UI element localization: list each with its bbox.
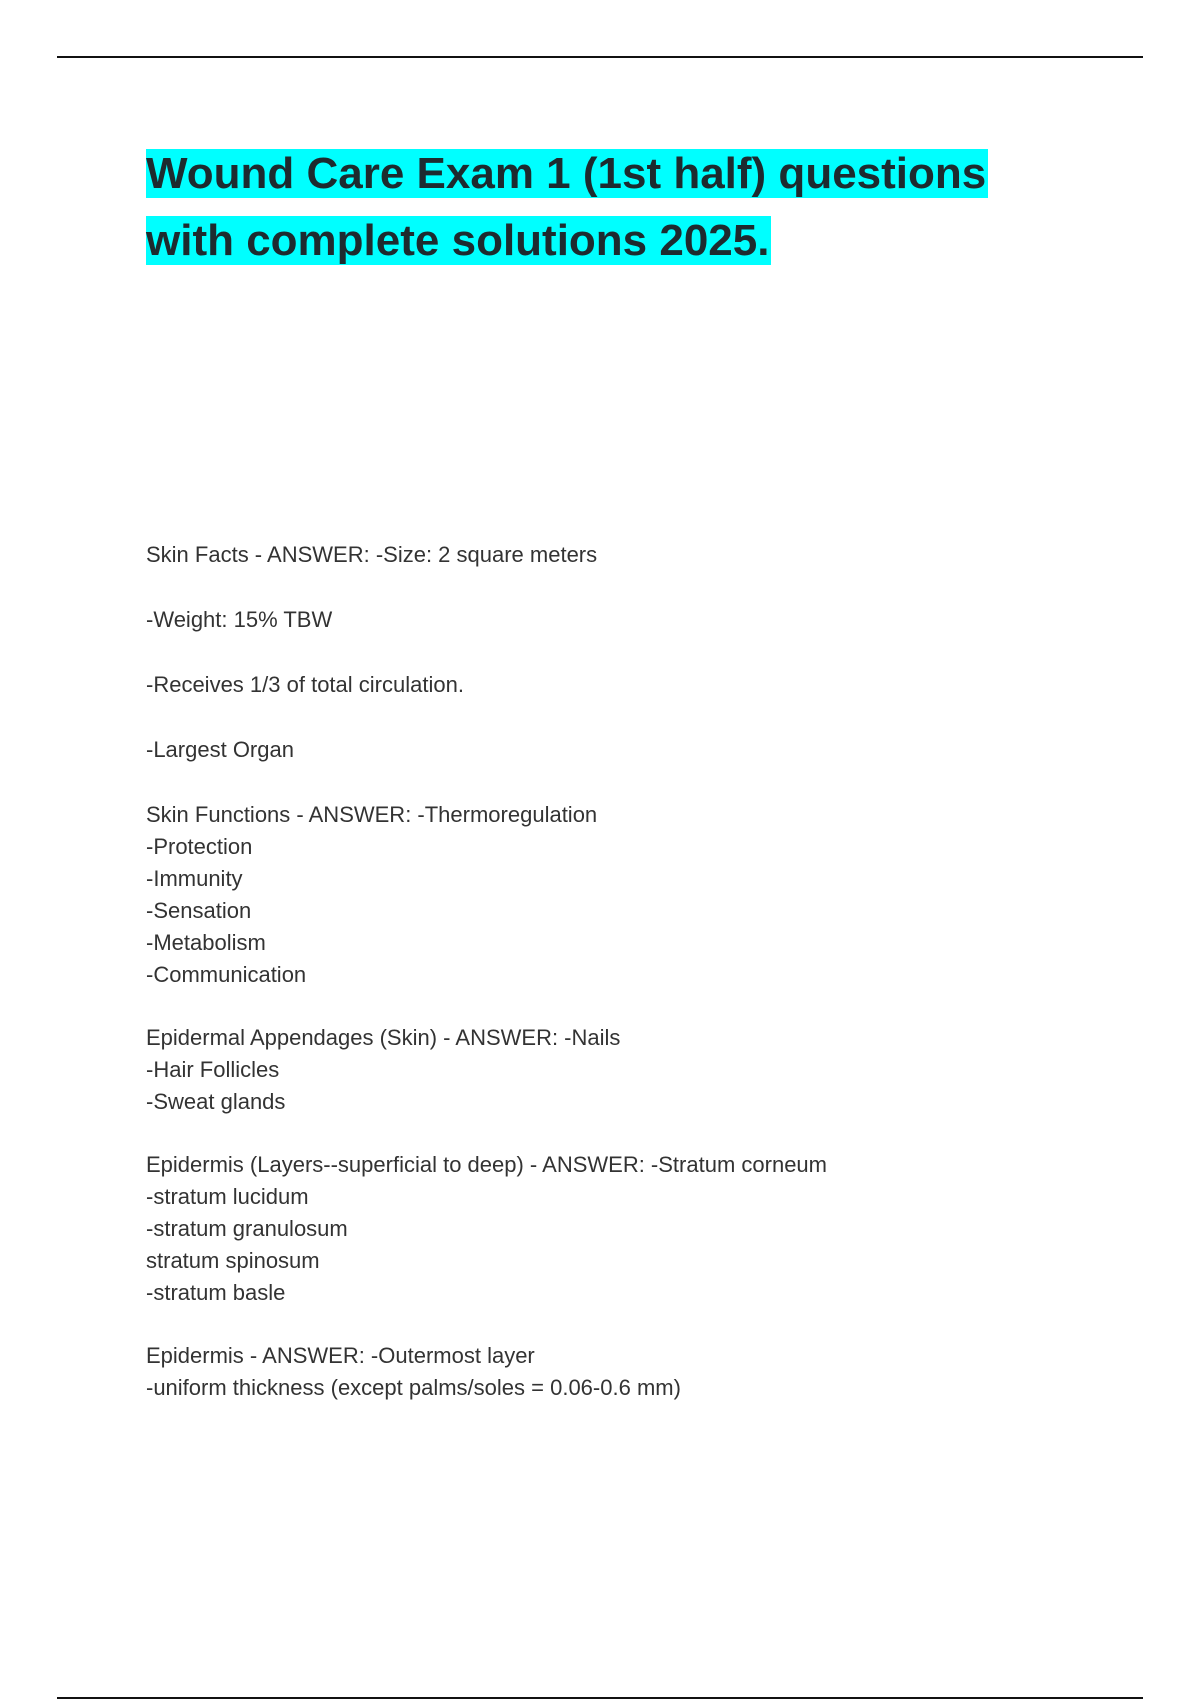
answer-line: -Protection	[146, 834, 253, 859]
epidermis-block	[146, 1340, 1106, 1404]
skin-facts-organ: -Largest Organ	[146, 737, 294, 762]
answer-line: -stratum granulosum	[146, 1216, 348, 1241]
answer-line: -stratum basle	[146, 1280, 286, 1305]
skin-facts-circulation: -Receives 1/3 of total circulation.	[146, 672, 464, 697]
epidermal-appendages-block	[146, 1022, 1106, 1118]
skin-functions-question: Skin Functions - ANSWER: -Thermoregulation	[146, 802, 598, 827]
skin-facts-question: Skin Facts - ANSWER: -Size: 2 square meters	[146, 542, 598, 567]
answer-line: -Communication	[146, 962, 307, 987]
answer-line: -Sweat glands	[146, 1089, 286, 1114]
answer-line: -Hair Follicles	[146, 1057, 280, 1082]
epidermis-layers-block	[146, 1149, 1106, 1309]
document-body	[146, 539, 1106, 1435]
answer-line: -uniform thickness (except palms/soles = 0.06-0.6 mm)	[146, 1375, 681, 1400]
epidermis-layers-question: Epidermis (Layers--superficial to deep) - ANSWER: -Stratum corneum	[146, 1152, 827, 1177]
epidermal-appendages-question: Epidermal Appendages (Skin) - ANSWER: -Nails	[146, 1025, 621, 1050]
epidermis-question: Epidermis - ANSWER: -Outermost layer	[146, 1343, 535, 1368]
document-title-text: Wound Care Exam 1 (1st half) questions with complete solutions 2025.	[146, 149, 987, 265]
answer-line: -Metabolism	[146, 930, 266, 955]
header-rule	[57, 56, 1143, 58]
document-title	[146, 140, 1076, 274]
answer-line: stratum spinosum	[146, 1248, 320, 1273]
answer-line: -Immunity	[146, 866, 243, 891]
answer-line: -stratum lucidum	[146, 1184, 309, 1209]
skin-functions-block	[146, 799, 1106, 991]
skin-facts-weight: -Weight: 15% TBW	[146, 607, 333, 632]
answer-line: -Sensation	[146, 898, 252, 923]
footer-rule	[57, 1697, 1143, 1699]
